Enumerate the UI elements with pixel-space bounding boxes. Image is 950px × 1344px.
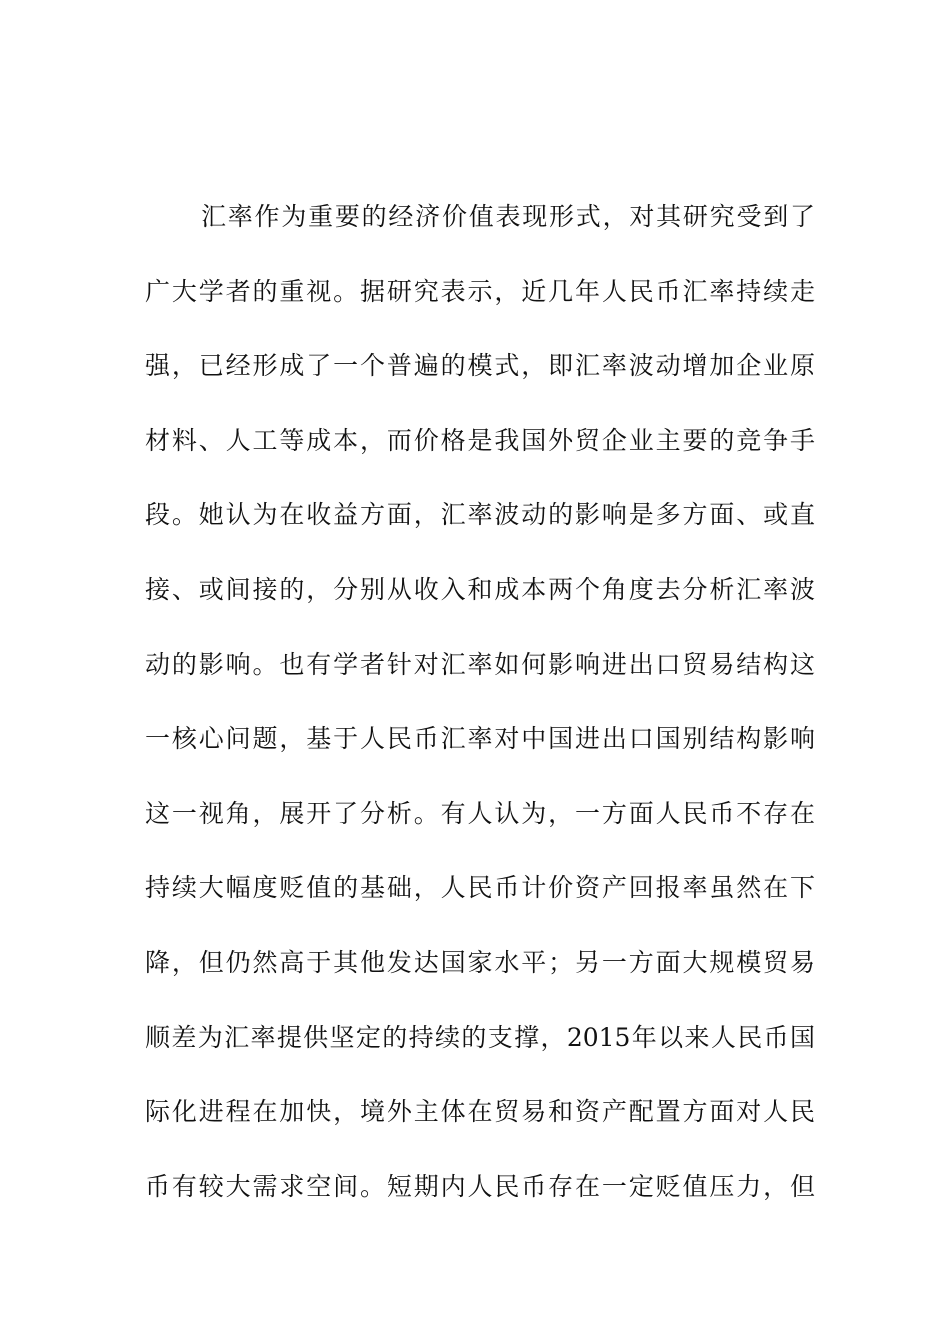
- text-line: 顺差为汇率提供坚定的持续的支撑，2015年以来人民币国: [145, 1022, 815, 1052]
- text-line: 币有较大需求空间。短期内人民币存在一定贬值压力，但: [145, 1171, 815, 1201]
- text-line: 一核心问题，基于人民币汇率对中国进出口国别结构影响: [145, 724, 815, 754]
- text-line: 动的影响。也有学者针对汇率如何影响进出口贸易结构这: [145, 649, 815, 679]
- text-line: 强，已经形成了一个普遍的模式，即汇率波动增加企业原: [145, 351, 815, 381]
- body-paragraph: [145, 204, 815, 1248]
- text-line: 持续大幅度贬值的基础，人民币计价资产回报率虽然在下: [145, 873, 815, 903]
- text-line: 接、或间接的，分别从收入和成本两个角度去分析汇率波: [145, 574, 815, 604]
- text-line: 材料、人工等成本，而价格是我国外贸企业主要的竞争手: [145, 425, 815, 455]
- text-line: 际化进程在加快，境外主体在贸易和资产配置方面对人民: [145, 1097, 815, 1127]
- text-line: 汇率作为重要的经济价值表现形式，对其研究受到了: [201, 202, 815, 231]
- text-line: 段。她认为在收益方面，汇率波动的影响是多方面、或直: [145, 500, 815, 530]
- text-line: 降，但仍然高于其他发达国家水平；另一方面大规模贸易: [145, 947, 815, 977]
- text-line: 广大学者的重视。据研究表示，近几年人民币汇率持续走: [145, 276, 815, 306]
- text-line: 这一视角，展开了分析。有人认为，一方面人民币不存在: [145, 798, 815, 828]
